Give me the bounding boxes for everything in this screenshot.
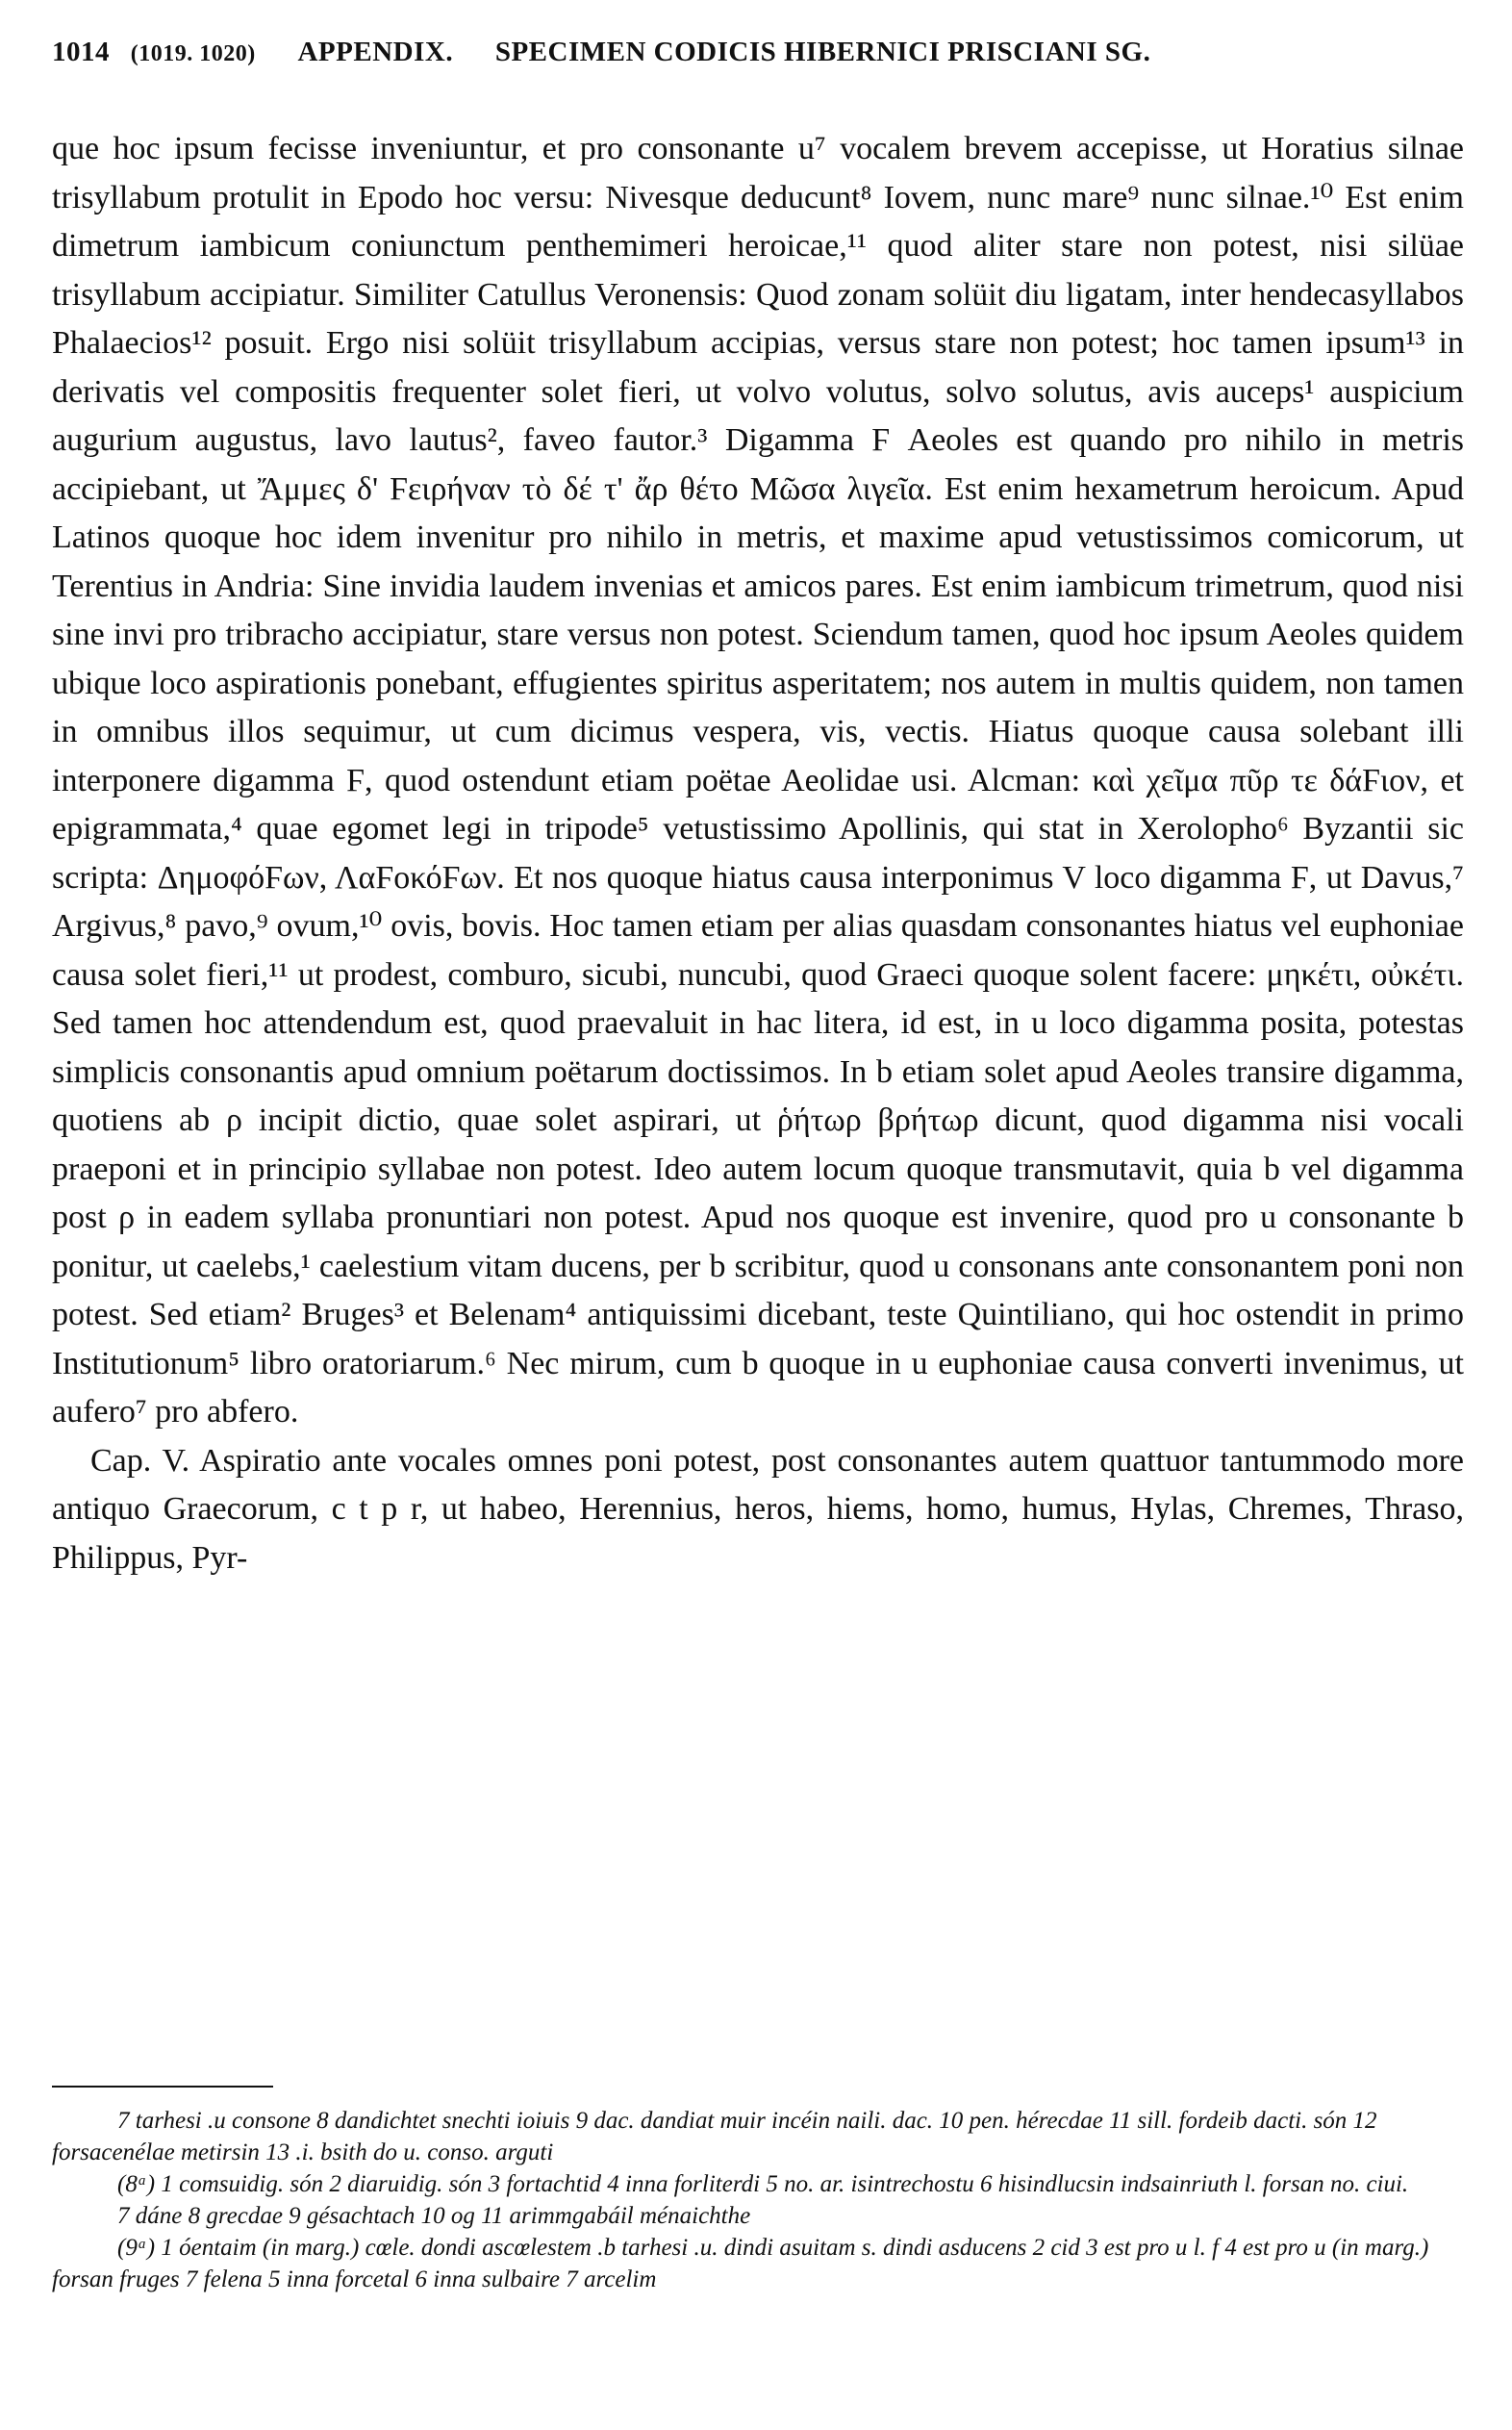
footnote-line: 7 tarhesi .u consone 8 dandichtet snechti ioiuis 9 dac. dandiat muir incéin naili. dac. 10 pen. hérecdae 11 sill. fordeib dacti. són 12 forsacenélae metirsin 13 .i. bsith do u. conso. arguti [52,2108,1377,2165]
section-heading: APPENDIX. [297,37,454,67]
footnote-line: 7 dáne 8 grecdae 9 gésachtach 10 og 11 arimmgabáil ménaichthe [117,2203,751,2229]
footnote-line: (8ᵃ) 1 comsuidig. són 2 diaruidig. són 3 fortachtid 4 inna forliterdi 5 no. ar. isintrechostu 6 hisindlucsin indsainriuth l. forsan no. ciui. [117,2171,1409,2197]
running-title: SPECIMEN CODICIS HIBERNICI PRISCIANI SG. [494,37,1151,67]
page-number: 1014 [52,37,110,67]
footnote-rule [52,2086,273,2088]
running-head [52,37,1464,75]
body-paragraph: que hoc ipsum fecisse inveniuntur, et pro consonante u⁷ vocalem brevem accepisse, ut Horatius silnae trisyllabum protulit in Epodo hoc versu: Nivesque deducunt⁸ Iovem, nunc mare⁹ nunc silnae.¹⁰ Est enim dimetrum iambicum coniunctum penthemimeri heroicae,¹¹ quod aliter stare non potest, nisi silüae trisyllabum accipiatur. Similiter Catullus Veronensis: Quod zonam solüit diu ligatam, inter hendecasyllabos Phalaecios¹² posuit. Ergo nisi solüit trisyllabum accipias, versus stare non potest; hoc tamen ipsum¹³ in derivatis vel compositis frequenter solet fieri, ut volvo volutus, solvo solutus, avis auceps¹ auspicium augurium augustus, lavo lautus², faveo fautor.³ Digamma Ϝ Aeoles est quando pro nihilo in metris accipiebant, ut Ἄμμες δ' Ϝειρήναν τὸ δέ τ' ἄρ θέτο Μῶσα λιγεῖα. Est enim hexametrum heroicum. Apud Latinos quoque hoc idem invenitur pro nihilo in metris, et maxime apud vetustissimos comicorum, ut Terentius in Andria: Sine invidia laudem invenias et amicos pares. Est enim iambicum trimetrum, quod nisi sine invi pro tribracho accipiatur, stare versus non potest. Sciendum tamen, quod hoc ipsum Aeoles quidem ubique loco aspirationis ponebant, effugientes spiritus asperitatem; nos autem in multis quidem, non tamen in omnibus illos sequimur, ut cum dicimus vespera, vis, vectis. Hiatus quoque causa solebant illi interponere digamma Ϝ, quod ostendunt etiam poëtae Aeolidae usi. Alcman: καὶ χεῖμα πῦρ τε δάϜιον, et epigrammata,⁴ quae egomet legi in tripode⁵ vetustissimo Apollinis, qui stat in Xerolopho⁶ Byzantii sic scripta: ΔημοφόϜων, ΛαϜοκόϜων. Et nos quoque hiatus causa interponimus V loco digamma Ϝ, ut Davus,⁷ Argivus,⁸ pavo,⁹ ovum,¹⁰ ovis, bovis. Hoc tamen etiam per alias quasdam consonantes hiatus vel euphoniae causa solet fieri,¹¹ ut prodest, comburo, sicubi, nuncubi, quod Graeci quoque solent facere: μηκέτι, οὐκέτι. Sed tamen hoc attendendum est, quod praevaluit in hac litera, id est, in u loco digamma posita, potestas simplicis consonantis apud omnium poëtarum doctissimos. In b etiam solet apud Aeoles transire digamma, quotiens ab ρ incipit dictio, quae solet aspirari, ut ῥήτωρ βρήτωρ dicunt, quod digamma nisi vocali praeponi et in principio syllabae non potest. Ideo autem locum quoque transmutavit, quia b vel digamma post ρ in eadem syllaba pronuntiari non potest. Apud nos quoque est invenire, quod pro u consonante b ponitur, ut caelebs,¹ caelestium vitam ducens, per b scribitur, quod u consonans ante consonantem poni non potest. Sed etiam² Bruges³ et Belenam⁴ antiquissimi dicebant, teste Quintiliano, qui hoc ostendit in primo Institutionum⁵ libro oratoriarum.⁶ Nec mirum, cum b quoque in u euphoniae causa converti invenimus, ut aufero⁷ pro abfero. [52,131,1464,1430]
footnote-line: (9ᵃ) 1 óentaim (in marg.) cœle. dondi ascœlestem .b tarhesi .u. dindi asuitam s. dindi asducens 2 cid 3 est pro u l. f 4 est pro u (in marg.) forsan fruges 7 felena 5 inna forcetal 6 inna sulbaire 7 arcelim [52,2235,1429,2292]
chapter-paragraph: Cap. V. Aspiratio ante vocales omnes poni potest, post consonantes autem quattuor tantummodo more antiquo Graecorum, c t p r, ut habeo, Herennius, heros, hiems, homo, humus, Hylas, Chremes, Thraso, Philippus, Pyr- [52,1442,1464,1576]
main-text [52,125,1464,1582]
footnotes [52,2105,1464,2295]
column-numbers: (1019. 1020) [130,41,256,66]
document-page [52,37,1464,2384]
